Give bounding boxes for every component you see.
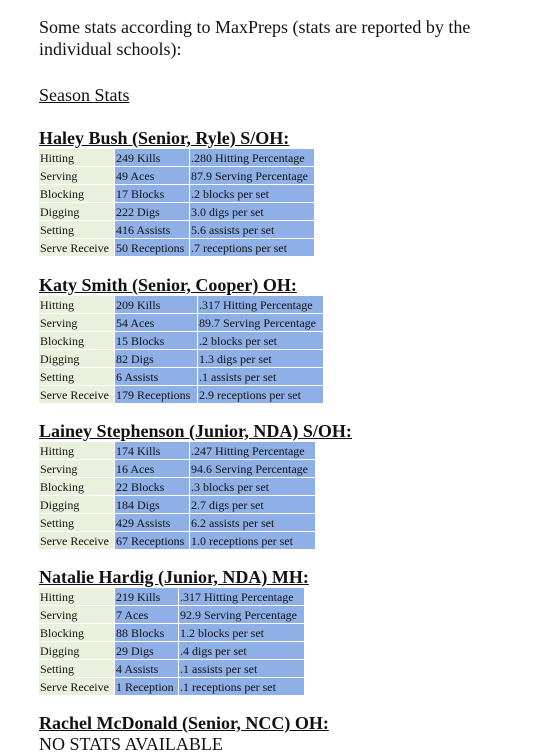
stat-category: Serving [39,167,115,185]
stat-category: Serving [39,314,115,332]
table-row [39,496,315,514]
stat-category: Setting [39,514,115,532]
stat-rate: .280 Hitting Percentage [190,149,315,167]
stat-category: Hitting [39,588,115,606]
player-name: Lainey Stephenson (Junior, NDA) S/OH: [39,421,352,441]
stat-category: Hitting [39,149,115,167]
stat-category: Setting [39,368,115,386]
stat-count: 15 Blocks [115,332,198,350]
stat-count: 22 Blocks [115,478,190,496]
table-row [39,624,304,642]
stats-table [39,296,323,404]
table-row [39,660,304,678]
stat-count: 88 Blocks [115,624,179,642]
stat-rate: 94.6 Serving Percentage [190,460,316,478]
stat-category: Serve Receive [39,532,115,550]
stat-count: 4 Assists [115,660,179,678]
table-row [39,386,323,404]
stat-category: Setting [39,660,115,678]
stat-category: Blocking [39,185,115,203]
player-block-katy-smith [39,275,323,404]
table-row [39,221,314,239]
stat-rate: .1 assists per set [198,368,324,386]
stat-category: Blocking [39,478,115,496]
stat-rate: .4 digs per set [179,642,305,660]
player-name: Katy Smith (Senior, Cooper) OH: [39,275,297,295]
intro-text: Some stats according to MaxPreps (stats are reported by the individual schools): [39,17,471,59]
stat-count: 50 Receptions [115,239,190,257]
stat-count: 184 Digs [115,496,190,514]
stat-rate: 1.2 blocks per set [179,624,305,642]
table-row [39,332,323,350]
table-row [39,203,314,221]
stat-rate: .2 blocks per set [198,332,324,350]
stat-count: 219 Kills [115,588,179,606]
stat-rate: 2.9 receptions per set [198,386,324,404]
table-row [39,167,314,185]
table-row [39,442,315,460]
stat-count: 54 Aces [115,314,198,332]
stat-count: 429 Assists [115,514,190,532]
stat-category: Serve Receive [39,386,115,404]
table-row [39,606,304,624]
stat-count: 174 Kills [115,442,190,460]
table-row [39,185,314,203]
stat-rate: 6.2 assists per set [190,514,316,532]
table-row [39,460,315,478]
stat-rate: 3.0 digs per set [190,203,315,221]
stat-rate: 89.7 Serving Percentage [198,314,324,332]
stat-category: Blocking [39,624,115,642]
stat-category: Digging [39,496,115,514]
stat-rate: 87.9 Serving Percentage [190,167,315,185]
player-name: Haley Bush (Senior, Ryle) S/OH: [39,128,290,148]
stat-rate: 1.3 digs per set [198,350,324,368]
stat-count: 416 Assists [115,221,190,239]
stat-rate: .317 Hitting Percentage [179,588,305,606]
stat-count: 29 Digs [115,642,179,660]
stat-category: Hitting [39,442,115,460]
stat-rate: .3 blocks per set [190,478,316,496]
stat-count: 249 Kills [115,149,190,167]
no-stats-text: NO STATS AVAILABLE [39,734,223,754]
stat-category: Serving [39,460,115,478]
stat-count: 16 Aces [115,460,190,478]
player-block-haley-bush [39,128,314,257]
player-block-natalie-hardig [39,567,309,696]
stat-category: Digging [39,203,115,221]
table-row [39,514,315,532]
stat-rate: .1 assists per set [179,660,305,678]
stat-count: 1 Reception [115,678,179,696]
stat-rate: .317 Hitting Percentage [198,296,324,314]
table-row [39,350,323,368]
stats-table [39,149,314,257]
table-row [39,239,314,257]
stat-category: Blocking [39,332,115,350]
player-name: Rachel McDonald (Senior, NCC) OH: [39,713,329,733]
table-row [39,678,304,696]
stat-category: Serve Receive [39,239,115,257]
table-row [39,314,323,332]
section-heading: Season Stats [39,85,130,105]
stat-rate: .1 receptions per set [179,678,305,696]
table-row [39,478,315,496]
table-row [39,296,323,314]
player-name: Natalie Hardig (Junior, NDA) MH: [39,567,309,587]
stat-rate: .2 blocks per set [190,185,315,203]
stat-rate: 2.7 digs per set [190,496,316,514]
stat-category: Serving [39,606,115,624]
stat-count: 49 Aces [115,167,190,185]
stats-table [39,442,315,550]
stat-category: Digging [39,350,115,368]
stat-count: 179 Receptions [115,386,198,404]
stat-category: Serve Receive [39,678,115,696]
table-row [39,149,314,167]
stat-count: 7 Aces [115,606,179,624]
stat-rate: 1.0 receptions per set [190,532,316,550]
stat-count: 82 Digs [115,350,198,368]
stat-rate: .7 receptions per set [190,239,315,257]
stat-count: 67 Receptions [115,532,190,550]
stat-count: 6 Assists [115,368,198,386]
table-row [39,588,304,606]
player-block-rachel-mcdonald [39,713,329,754]
stat-category: Digging [39,642,115,660]
stat-rate: .247 Hitting Percentage [190,442,316,460]
stat-count: 222 Digs [115,203,190,221]
stat-rate: 92.9 Serving Percentage [179,606,305,624]
table-row [39,642,304,660]
stats-table [39,588,304,696]
stat-rate: 5.6 assists per set [190,221,315,239]
player-block-lainey-stephenson [39,421,352,550]
table-row [39,532,315,550]
stat-count: 17 Blocks [115,185,190,203]
table-row [39,368,323,386]
stat-count: 209 Kills [115,296,198,314]
stat-category: Setting [39,221,115,239]
stat-category: Hitting [39,296,115,314]
